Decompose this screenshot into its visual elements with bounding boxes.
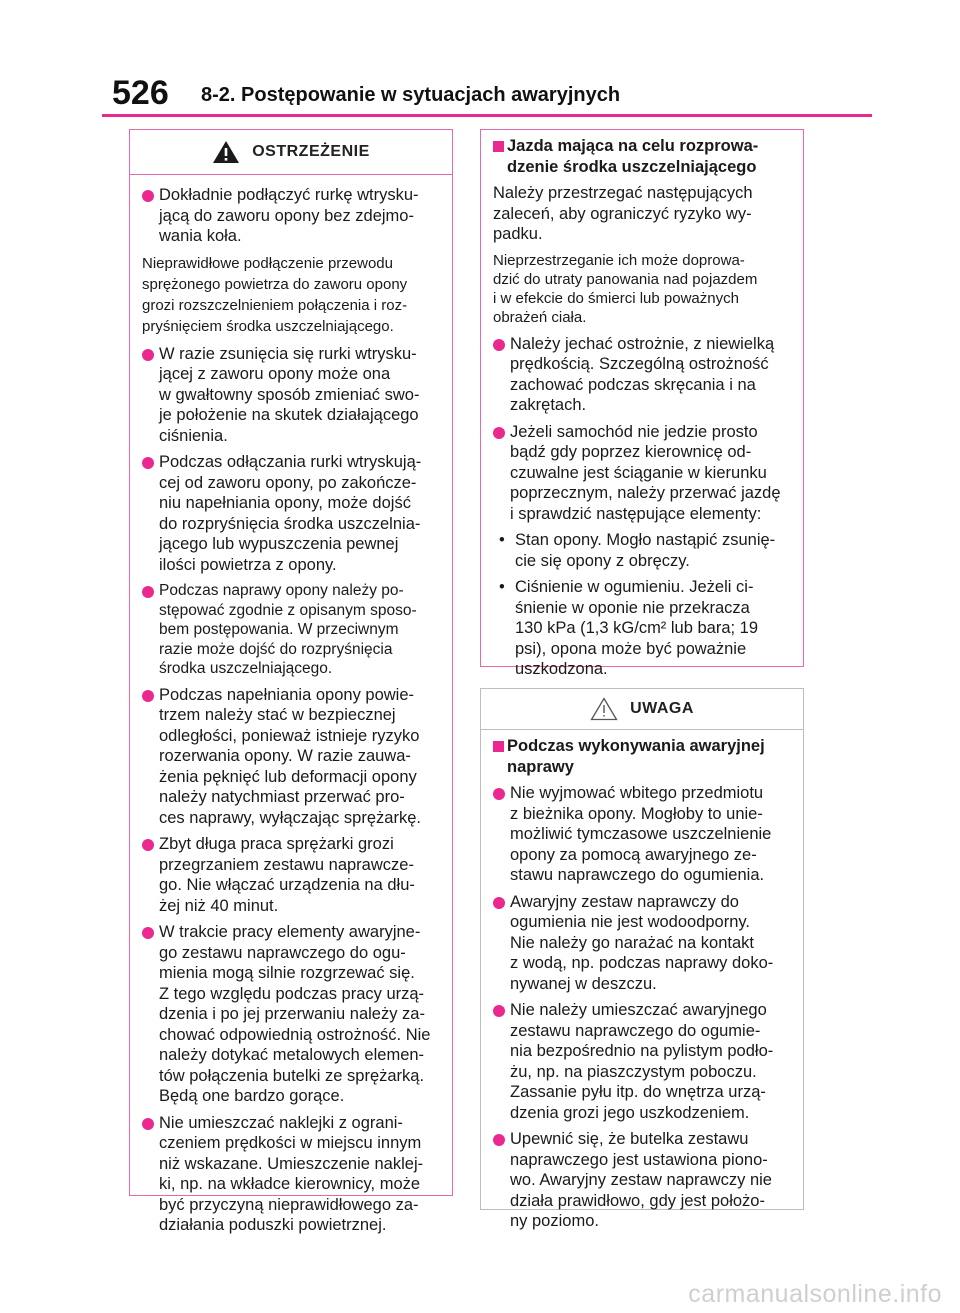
text-line: Upewnić się, że butelka zestawu: [510, 1130, 749, 1148]
text-line: Nie umieszczać naklejki z ograni-: [159, 1113, 403, 1132]
warning-bullet: [493, 334, 793, 416]
subsection-heading: [493, 736, 793, 777]
text-line: psi), opona może być poważnie: [515, 639, 747, 658]
dash-bullet: •: [499, 578, 505, 596]
text-line: Nie należy umieszczać awaryjnego: [510, 1001, 767, 1019]
text-line: zachować podczas skręcania i na: [510, 375, 756, 394]
section-title: 8-2. Postępowanie w sytuacjach awaryjnych: [201, 84, 621, 106]
warning-bullet: [142, 452, 442, 575]
warning-bullet: [142, 344, 442, 447]
text-line: Nieprawidłowe podłączenie przewodu: [142, 254, 393, 272]
note-header: [481, 689, 803, 730]
warning-bullet: [142, 1113, 442, 1236]
text-line: cie się opony z obręczy.: [515, 551, 690, 570]
text-line: dzić do utraty panowania nad pojazdem: [493, 270, 758, 288]
bullet-dot-icon: [493, 339, 505, 351]
text-line: Podczas odłączania rurki wtryskują-: [159, 453, 422, 471]
text-line: w gwałtowny sposób zmieniać swo-: [159, 385, 420, 404]
text-line: Jeżeli samochód nie jedzie prosto: [510, 422, 758, 441]
text-line: do rozpryśnięcia środka uszczelnia-: [159, 514, 421, 533]
text-line: z wodą, np. podczas naprawy doko-: [510, 954, 774, 972]
text-line: odległości, ponieważ istnieje ryzyko: [159, 726, 420, 745]
bullet-dot-icon: [493, 897, 505, 909]
text-line: naprawy: [507, 757, 574, 776]
text-line: dzenia i po jej przerwaniu należy za-: [159, 1005, 425, 1023]
text-line: Zassanie pyłu itp. do wnętrza urzą-: [510, 1083, 766, 1101]
text-line: jącej z zaworu opony może ona: [159, 365, 391, 383]
note-bullet: [493, 783, 793, 886]
text-line: i w efekcie do śmierci lub poważnych: [493, 289, 739, 307]
warning-header: [130, 130, 452, 175]
text-line: Jazda mająca na celu rozprowa-: [507, 137, 759, 155]
warning-bullet: [142, 185, 442, 247]
square-bullet-icon: [493, 741, 504, 752]
text-line: ilości powietrza z opony.: [159, 555, 337, 574]
text-line: Stan opony. Mogło nastąpić zsunię-: [515, 531, 776, 549]
text-line: mienia mogą silnie rozgrzewać się.: [159, 964, 415, 982]
text-line: działania poduszki powietrznej.: [159, 1216, 387, 1234]
note-title: UWAGA: [630, 700, 694, 717]
text-line: ny poziomo.: [510, 1212, 599, 1230]
bullet-dot-icon: [493, 1005, 505, 1017]
caution-triangle-icon: [590, 697, 618, 721]
subsection-heading: [493, 136, 793, 177]
text-line: rozerwania opony. W razie zauwa-: [159, 747, 411, 765]
header-rule: [102, 114, 872, 117]
text-line: grozi rozszczelnieniem połączenia i roz-: [142, 296, 408, 314]
page-header: [0, 0, 960, 120]
text-line: W trakcie pracy elementy awaryjne-: [159, 923, 421, 941]
text-line: razie może dojść do rozpryśnięcia: [159, 640, 393, 658]
text-line: ciśnienia.: [159, 426, 228, 445]
text-line: żej niż 40 minut.: [159, 896, 279, 915]
text-line: być przyczyną nieprawidłowego za-: [159, 1195, 419, 1214]
text-line: należy dotykać metalowych elemen-: [159, 1046, 425, 1064]
square-bullet-icon: [493, 141, 504, 152]
text-line: wania koła.: [159, 227, 242, 245]
warning-paragraph: [142, 253, 442, 337]
text-line: ki, np. na wkładce kierownicy, może: [159, 1175, 421, 1193]
text-line: jącą do zaworu opony bez zdejmo-: [159, 206, 414, 225]
text-line: zaleceń, aby ograniczyć ryzyko wy-: [493, 204, 752, 223]
bullet-dot-icon: [142, 839, 154, 851]
text-line: obrażeń ciała.: [493, 308, 587, 326]
warning-title: OSTRZEŻENIE: [252, 143, 370, 160]
watermark: carmanualsonline.info: [688, 1280, 942, 1308]
text-line: bem postępowania. W przeciwnym: [159, 621, 399, 638]
text-line: trzem należy stać w bezpiecznej: [159, 706, 396, 724]
text-line: cej od zaworu opony, po zakończe-: [159, 473, 417, 492]
text-line: Nie należy go narażać na kontakt: [510, 933, 754, 952]
warning-box: [129, 129, 453, 1234]
text-line: go. Nie włączać urządzenia na dłu-: [159, 876, 415, 894]
text-line: sprężonego powietrza do zaworu opony: [142, 275, 408, 293]
text-line: padku.: [493, 225, 543, 243]
text-line: jącego lub wypuszczenia pewnej: [159, 535, 399, 553]
text-line: Zbyt długa praca sprężarki grozi: [159, 835, 394, 853]
text-line: wo. Awaryjny zestaw naprawczy nie: [510, 1171, 772, 1189]
text-line: naprawczego jest ustawiona piono-: [510, 1150, 768, 1169]
text-line: Nieprzestrzeganie ich może doprowa-: [493, 251, 745, 269]
text-line: poprzecznym, należy przerwać jazdę: [510, 484, 781, 502]
text-line: bądź gdy poprzez kierownicę od-: [510, 443, 752, 461]
text-line: zakrętach.: [510, 396, 587, 414]
note-box: [480, 688, 804, 1230]
dash-bullet: •: [499, 531, 505, 549]
note-bullet: [493, 892, 793, 995]
text-line: Należy jechać ostrożnie, z niewielką: [510, 334, 775, 353]
text-line: Z tego względu podczas pracy urzą-: [159, 984, 425, 1003]
text-line: możliwić tymczasowe uszczelnienie: [510, 825, 772, 843]
text-line: niż wskazane. Umieszczenie naklej-: [159, 1154, 424, 1173]
text-line: Nie wyjmować wbitego przedmiotu: [510, 784, 764, 802]
text-line: Należy przestrzegać następujących: [493, 184, 753, 202]
text-line: Będą one bardzo gorące.: [159, 1087, 345, 1105]
text-line: żenia pęknięć lub deformacji opony: [159, 767, 417, 786]
text-line: go zestawu naprawczego do ogu-: [159, 943, 406, 962]
text-line: ogumienia nie jest wodoodporny.: [510, 913, 751, 931]
text-line: tów połączenia butelki ze sprężarką.: [159, 1066, 425, 1085]
text-line: stawu naprawczego do ogumienia.: [510, 866, 765, 884]
bullet-dot-icon: [142, 927, 154, 939]
text-line: Podczas naprawy opony należy po-: [159, 582, 404, 599]
bullet-dot-icon: [493, 427, 505, 439]
text-line: i sprawdzić następujące elementy:: [510, 504, 762, 523]
text-line: W razie zsunięcia się rurki wtrysku-: [159, 344, 417, 363]
bullet-dot-icon: [142, 190, 154, 202]
intro-paragraph: [493, 183, 793, 245]
text-line: opony za pomocą awaryjnego ze-: [510, 845, 757, 864]
text-line: Podczas napełniania opony powie-: [159, 685, 415, 704]
bullet-dot-icon: [493, 1134, 505, 1146]
bullet-dot-icon: [142, 690, 154, 702]
warning-bullet: [493, 422, 793, 525]
dash-item: [493, 577, 793, 680]
warning-bullet: [142, 685, 442, 829]
note-bullet: [493, 1129, 793, 1232]
text-line: Awaryjny zestaw naprawczy do: [510, 892, 739, 911]
text-line: należy natychmiast przerwać pro-: [159, 788, 405, 806]
bullet-dot-icon: [142, 586, 154, 598]
text-line: ces naprawy, wyłączając sprężarkę.: [159, 808, 421, 827]
text-line: nia bezpośrednio na pylistym podło-: [510, 1042, 774, 1060]
page-number: 526: [112, 74, 169, 112]
text-line: stępować zgodnie z opisanym sposo-: [159, 601, 417, 619]
consequence-paragraph: [493, 251, 793, 327]
text-line: z bieżnika opony. Mogłoby to unie-: [510, 804, 763, 823]
text-line: pryśnięciem środka uszczelniającego.: [142, 317, 394, 335]
text-line: czuwalne jest ściąganie w kierunku: [510, 463, 767, 482]
text-line: Ciśnienie w ogumieniu. Jeżeli ci-: [515, 578, 754, 596]
note-bullet: [493, 1000, 793, 1123]
text-line: uszkodzona.: [515, 660, 608, 678]
text-line: prędkością. Szczególną ostrożność: [510, 355, 769, 373]
text-line: czeniem prędkości w miejscu innym: [159, 1134, 422, 1152]
bullet-dot-icon: [142, 1118, 154, 1130]
warning-continuation-box: [480, 129, 804, 678]
warning-triangle-icon: [212, 140, 240, 164]
warning-bullet: [142, 922, 442, 1107]
text-line: 130 kPa (1,3 kG/cm² lub bara; 19: [515, 619, 759, 637]
text-line: działa prawidłowo, gdy jest położo-: [510, 1191, 765, 1210]
text-line: śnienie w oponie nie przekracza: [515, 598, 750, 617]
text-line: nywanej w deszczu.: [510, 974, 657, 993]
text-line: chować odpowiednią ostrożność. Nie: [159, 1025, 431, 1044]
text-line: zestawu naprawczego do ogumie-: [510, 1021, 761, 1040]
text-line: dzenia grozi jego uszkodzeniem.: [510, 1103, 750, 1122]
text-line: przegrzaniem zestawu naprawcze-: [159, 855, 414, 874]
dash-item: [493, 530, 793, 571]
text-line: Dokładnie podłączyć rurkę wtrysku-: [159, 186, 419, 204]
text-line: środka uszczelniającego.: [159, 660, 333, 677]
text-line: je położenie na skutek działającego: [159, 406, 419, 424]
text-line: Podczas wykonywania awaryjnej: [507, 737, 765, 755]
text-line: niu napełniania opony, może dojść: [159, 494, 411, 512]
warning-bullet: [142, 581, 442, 679]
warning-bullet: [142, 834, 442, 916]
bullet-dot-icon: [493, 788, 505, 800]
text-line: dzenie środka uszczelniającego: [507, 157, 757, 176]
text-line: żu, np. na piaszczystym poboczu.: [510, 1062, 757, 1081]
bullet-dot-icon: [142, 457, 154, 469]
bullet-dot-icon: [142, 349, 154, 361]
